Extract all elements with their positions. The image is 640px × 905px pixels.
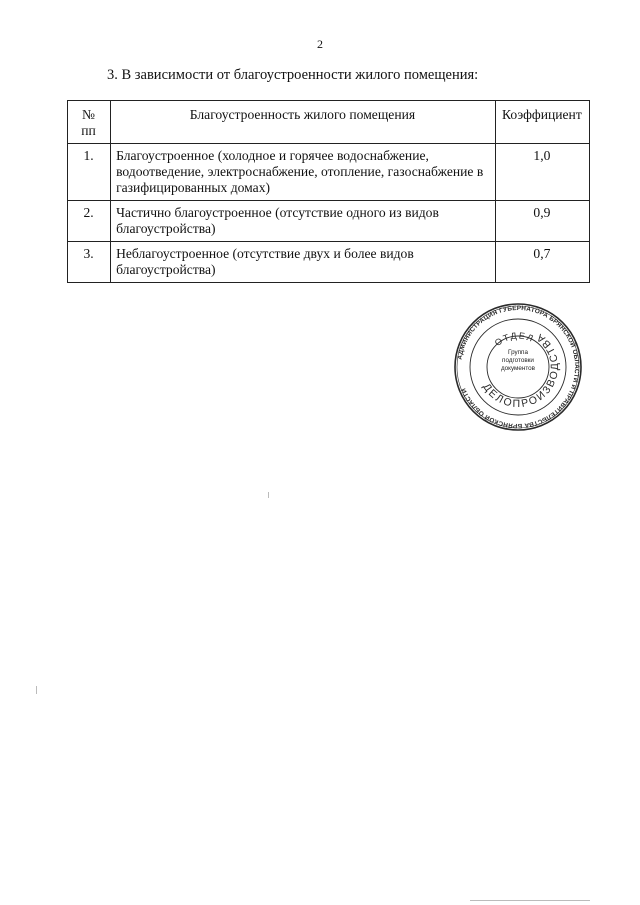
row-number: 3. [68, 242, 111, 283]
table-header-row [68, 101, 590, 144]
coefficient-table [67, 100, 590, 283]
row-number: 2. [68, 201, 111, 242]
stamp-inner-ring-text: ДЕЛОПРОИЗВОДСТВА [480, 330, 562, 411]
row-coefficient: 0,9 [495, 201, 589, 242]
header-coefficient: Коэффициент [495, 101, 589, 144]
svg-text:ОТДЕЛ [493, 330, 536, 348]
row-coefficient: 0,7 [495, 242, 589, 283]
stamp-center-line: Группа [508, 349, 528, 356]
scan-speck [36, 686, 37, 694]
table-row [68, 242, 590, 283]
table-row [68, 201, 590, 242]
stamp-center-text [496, 349, 540, 373]
scan-edge-line [470, 900, 590, 901]
stamp-inner-top-text: ОТДЕЛ [492, 330, 536, 349]
page-number: 2 [317, 37, 323, 51]
row-coefficient: 1,0 [495, 144, 589, 201]
section-heading: 3. В зависимости от благоустроенности жилого помещения: [107, 67, 479, 83]
header-number-abbr: пп [81, 123, 96, 138]
table-row [68, 144, 590, 201]
stamp-center-line: документов [500, 365, 536, 372]
header-description: Благоустроенность жилого помещения [111, 101, 496, 144]
official-stamp [453, 302, 583, 432]
stamp-center-line: подготовки [502, 357, 534, 364]
row-number: 1. [68, 144, 111, 201]
row-description: Благоустроенное (холодное и горячее водоснабжение, водоотведение, электроснабжение, отопление, газоснабжение в газифицированных домах) [111, 144, 496, 201]
row-description: Неблагоустроенное (отсутствие двух и более видов благоустройства) [111, 242, 496, 283]
header-number-symbol: № [82, 107, 96, 122]
row-description: Частично благоустроенное (отсутствие одного из видов благоустройства) [111, 201, 496, 242]
header-number [68, 101, 111, 144]
scan-speck [268, 492, 269, 498]
stamp-outer-ring-text: АДМИНИСТРАЦИЯ ГУБЕРНАТОРА БРЯНСКОЙ ОБЛАСТИ И ПРАВИТЕЛЬСТВА БРЯНСКОЙ ОБЛАСТИ [456, 304, 581, 430]
